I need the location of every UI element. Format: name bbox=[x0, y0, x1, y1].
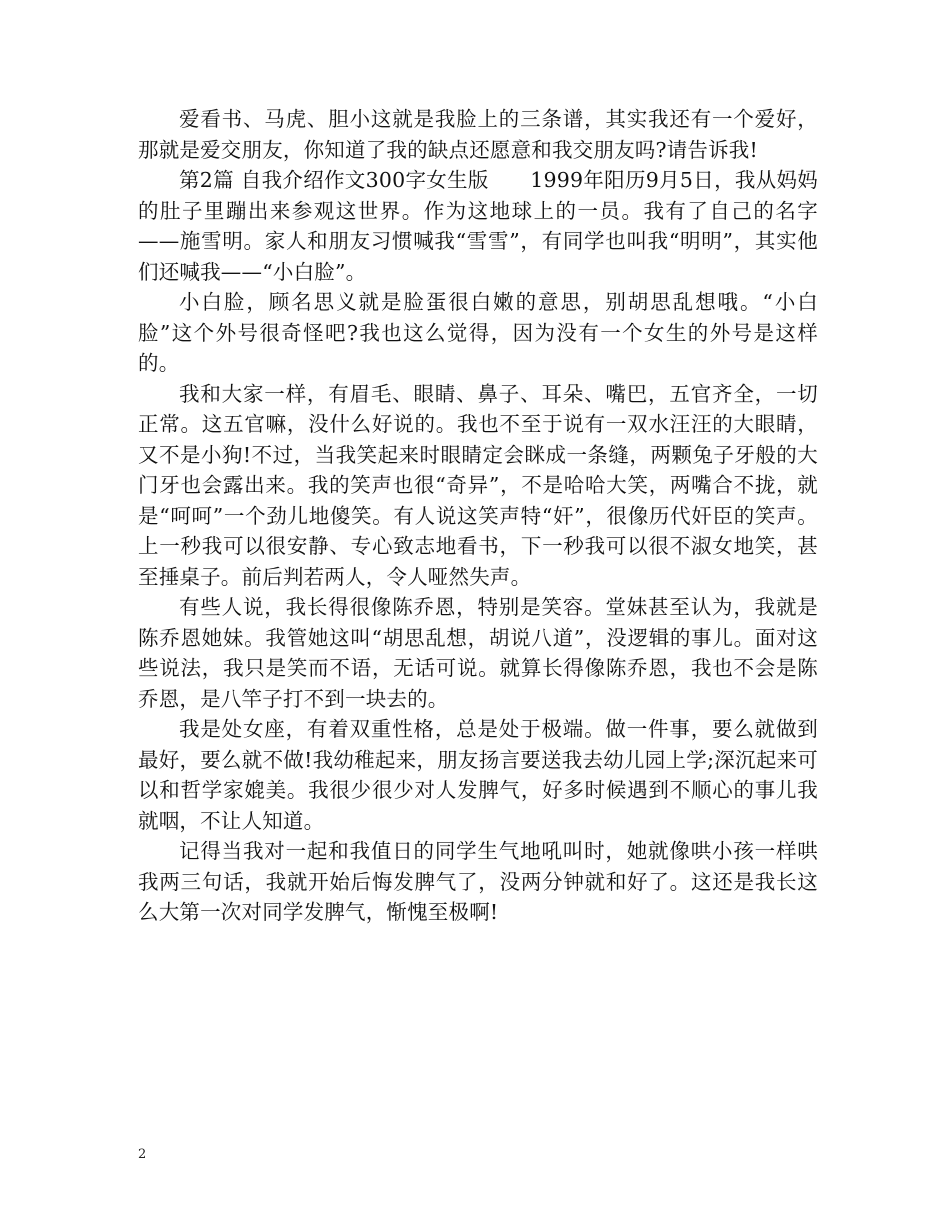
paragraph-3: 小白脸，顾名思义就是脸蛋很白嫩的意思，别胡思乱想哦。“小白脸”这个外号很奇怪吧?我也这么觉得，因为没有一个女生的外号是这样的。 bbox=[138, 290, 818, 375]
paragraph-1: 爱看书、马虎、胆小这就是我脸上的三条谱，其实我还有一个爱好，那就是爱交朋友，你知道了我的缺点还愿意和我交朋友吗?请告诉我! bbox=[138, 107, 818, 162]
document-body bbox=[138, 104, 818, 928]
paragraph-2: 第2篇 自我介绍作文300字女生版 1999年阳历9月5日，我从妈妈的肚子里蹦出来参观这世界。作为这地球上的一员。我有了自己的名字——施雪明。家人和朋友习惯喊我“雪雪”，有同学也叫我“明明”，其实他们还喊我——“小白脸”。 bbox=[138, 168, 818, 284]
paragraph-6: 我是处女座，有着双重性格，总是处于极端。做一件事，要么就做到最好，要么就不做!我幼稚起来，朋友扬言要送我去幼儿园上学;深沉起来可以和哲学家媲美。我很少很少对人发脾气，好多时候遇到不顺心的事儿我就咽，不让人知道。 bbox=[138, 717, 818, 833]
paragraph-4: 我和大家一样，有眉毛、眼睛、鼻子、耳朵、嘴巴，五官齐全，一切正常。这五官嘛，没什么好说的。我也不至于说有一双水汪汪的大眼睛，又不是小狗!不过，当我笑起来时眼睛定会眯成一条缝，两颗兔子牙般的大门牙也会露出来。我的笑声也很“奇异”，不是哈哈大笑，两嘴合不拢，就是“呵呵”一个劲儿地傻笑。有人说这笑声特“奸”，很像历代奸臣的笑声。上一秒我可以很安静、专心致志地看书，下一秒我可以很不淑女地笑，甚至捶桌子。前后判若两人，令人哑然失声。 bbox=[138, 381, 818, 589]
paragraph-5: 有些人说，我长得很像陈乔恩，特别是笑容。堂妹甚至认为，我就是陈乔恩她妹。我管她这叫“胡思乱想，胡说八道”，没逻辑的事儿。面对这些说法，我只是笑而不语，无话可说。就算长得像陈乔恩，我也不会是陈乔恩，是八竿子打不到一块去的。 bbox=[138, 595, 818, 711]
paragraph-7: 记得当我对一起和我值日的同学生气地吼叫时，她就像哄小孩一样哄我两三句话，我就开始后悔发脾气了，没两分钟就和好了。这还是我长这么大第一次对同学发脾气，惭愧至极啊! bbox=[138, 839, 818, 924]
page-number: 2 bbox=[138, 1147, 147, 1162]
